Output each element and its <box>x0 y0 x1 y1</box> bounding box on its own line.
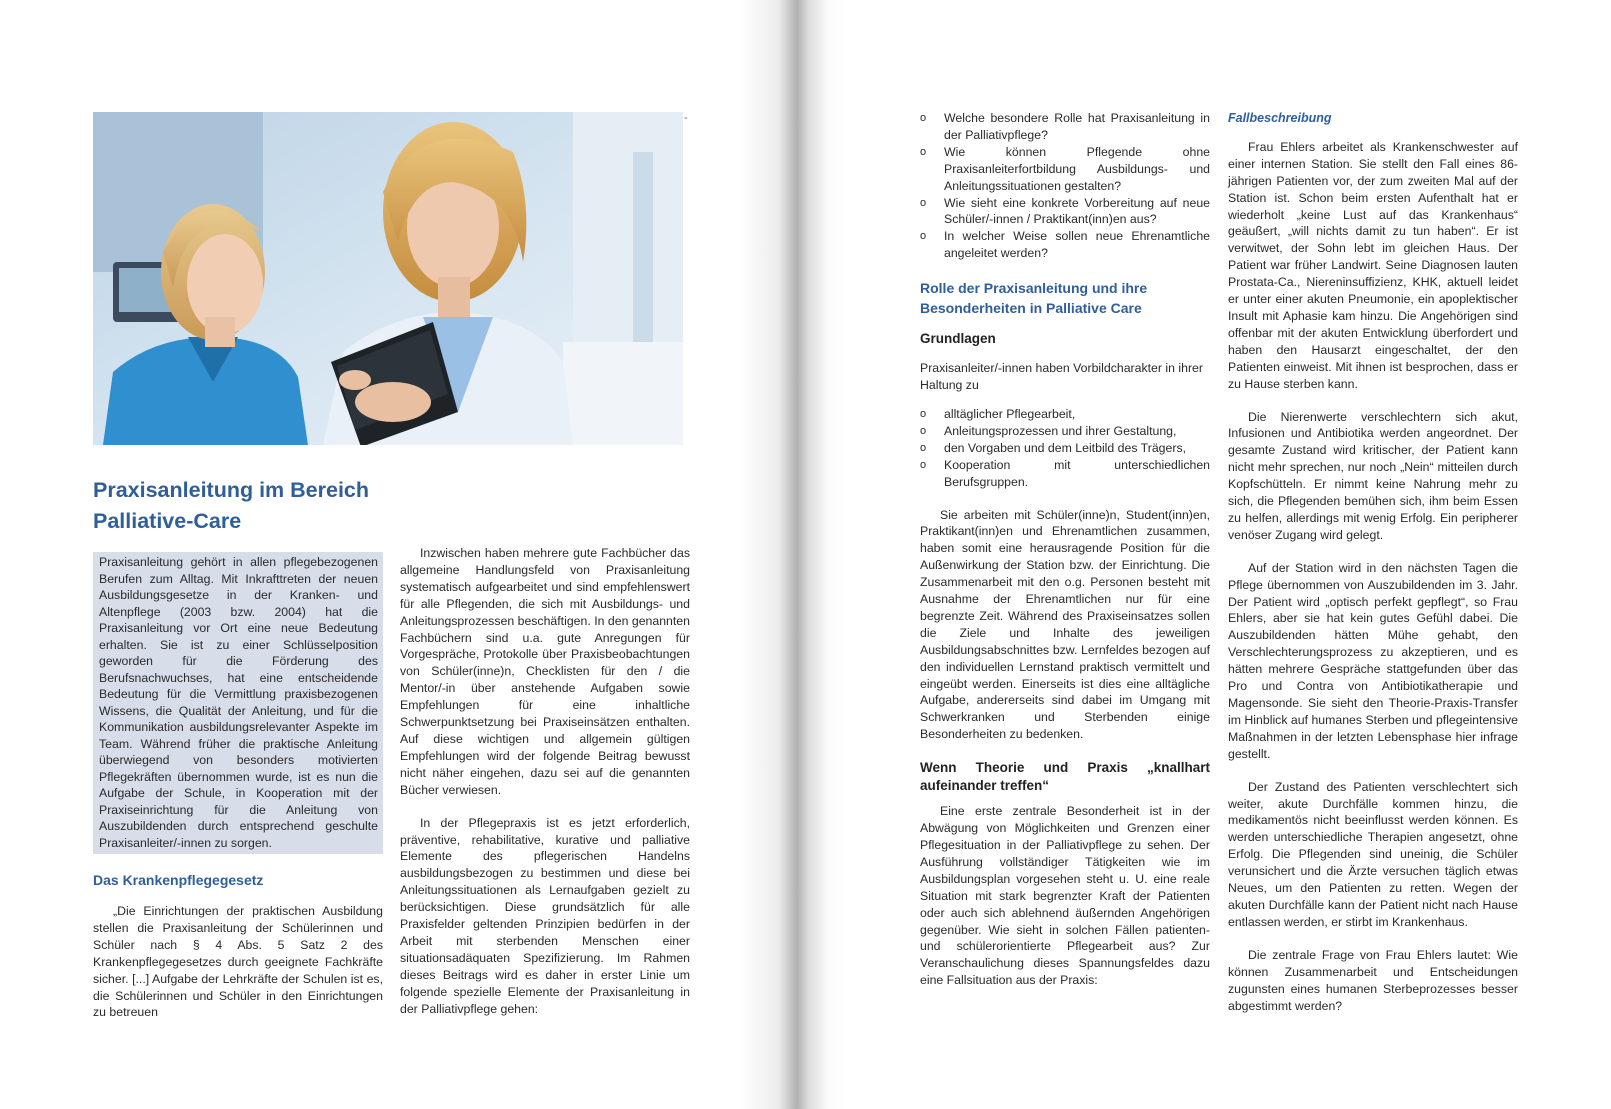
list-item: o Kooperation mit unterschiedlichen Berufsgruppen. <box>920 457 1210 489</box>
quote-paragraph: „Die Einrichtungen der praktischen Ausbildung stellen die Praxisanleitung der Schülerinnen und Schüler nach § 4 Abs. 5 Satz 2 des Krankenpflegegesetzes durch geeignete Fachkräfte sicher. [...] Aufgabe der Lehrkräfte der Schulen ist es, die Schülerinnen und Schüler in den Einrichtungen zu betreuen <box>93 904 383 1020</box>
list-item: o In welcher Weise sollen neue Ehrenamtliche angeleitet werden? <box>920 229 1210 261</box>
heading-fallbeschreibung: Fallbeschreibung <box>1228 111 1332 125</box>
fall-paragraph-3: Auf der Station wird in den nächsten Tagen die Pflege übernommen von Auszubildenden im 3. Jahr. Der Patient wird „optisch perfekt gepflegt“, so Frau Ehlers, aber sie hat kein gutes Gefühl dabei. Die Auszubildenden hätten Mühe gehabt, den Verschlechterungsprozess zu akzeptieren, und es hätten mehrere Gespräche stattgefunden über das Pro und Contra von Antibiotikatherapie und Magensonde. Sie sieht den Theorie-Praxis-Transfer im Hinblick auf humanes Sterben und pflegeintensive Maßnahmen in der letzten Lebensphase hier infrage gestellt. <box>1228 560 1518 761</box>
paragraph-fachbuecher: Inzwischen haben mehrere gute Fachbücher das allgemeine Handlungsfeld von Praxisanleitung systematisch aufgearbeitet und sind empfehlenswert für alle Pflegenden, die sich mit Ausbildungs- und Anleitungsprozessen beschäftigen. In den genannten Fachbüchern sind u.a. gute Anregungen für Vorgespräche, Protokolle über Praxisbeobachtungen von Schüler(inne)n, Checklisten für den / die Mentor/-in über anstehende Aufgaben sowie Empfehlungen für eine inhaltliche Schwerpunktsetzung bei Praxiseinsätzen enthalten. Auf diese wichtigen und allgemein gültigen Empfehlungen wird der folgende Beitrag bewusst nicht näher eingehen, dazu sei auf die genannten Bücher verwiesen. <box>400 546 690 797</box>
right-column-2 <box>1228 110 1518 1014</box>
left-page <box>0 0 790 1109</box>
heading-grundlagen: Grundlagen <box>920 331 996 347</box>
paragraph-theorie: Eine erste zentrale Besonderheit ist in der Abwägung von Möglichkeiten und Grenzen einer Pflegesituation in der Palliativpflege zu sehen. Der Ausführung vollständiger Tätigkeiten wie im Ausbildungsplan vorgesehen steht u. U. eine reale Situation mit stark begrenzter Kraft der Patienten oder auch sich ablehnend äußernden Angehörigen gegenüber. Wie sieht in solchen Fällen patienten- und schülerorientierte Pflegearbeit aus? Zur Veranschaulichung dieses Spannungsfeldes dazu eine Fallsituation aus der Praxis: <box>920 804 1210 988</box>
list-item: o den Vorgaben und dem Leitbild des Trägers, <box>920 440 1187 455</box>
list-item: o Wie sieht eine konkrete Vorbereitung auf neue Schüler/-innen / Praktikant(inn)en aus? <box>920 195 1210 227</box>
subheading-krankenpflegegesetz: Das Krankenpflegegesetz <box>93 872 264 888</box>
list-item: o Anleitungsprozessen und ihrer Gestaltung, <box>920 423 1177 438</box>
bullet-icon: o <box>920 441 927 454</box>
fall-paragraph-2: Die Nierenwerte verschlechtern sich akut, Infusionen und Antibiotika werden angeordnet. Der gesamte Zustand wird kritischer, der Patient kann nicht mehr sprechen, nur noch „Nein“ mitteilen durch Kopfschütteln. Er nimmt keine Nahrung mehr zu sich, die Pflegenden bemühen sich, ihm beim Essen zu helfen, allerdings mit wenig Erfolg. Ein peripherer venöser Zugang wird gelegt. <box>1228 409 1518 542</box>
heading-rolle: Rolle der Praxisanleitung und ihre Besonderheiten in Palliative Care <box>920 280 1148 317</box>
paragraph-arbeiten: Sie arbeiten mit Schüler(inne)n, Student(inn)en, Praktikant(inn)en und Ehrenamtlichen zusammen, haben somit eine herausragende Position für die Außenwirkung der Station bzw. der Einrichtung. Die Zusammenarbeit mit den o.g. Personen besteht mit Ausnahme der Ehrenamtlichen nur für eine begrenzte Zeit. Während des Praxiseinsatzes sollen die Ziele und Inhalte des jeweiligen Ausbildungsabschnittes bzw. Lernfeldes bezogen auf den individuellen Lernstand praktisch vermittelt und eingeübt werden. Einerseits ist dies eine alltägliche Aufgabe, andererseits sind dabei im Umgang mit Schwerkranken und Sterbenden einige Besonderheiten zu bedenken. <box>920 507 1210 742</box>
list-item: o alltäglicher Pflegearbeit, <box>920 406 1076 421</box>
question-list <box>920 110 1210 262</box>
bullet-icon: o <box>920 196 927 209</box>
bullet-icon: o <box>920 230 927 243</box>
margin-marker: - <box>684 112 688 124</box>
fall-paragraph-4: Der Zustand des Patienten verschlechtert sich weiter, akute Durchfälle kommen hinzu, die medikamentös nicht beeinflusst werden können. Es werden unterschiedliche Therapien angesetzt, ohne Erfolg. Die Pflegenden sind uneinig, die Schüler verunsichert und die Ärzte versuchen täglich etwas Neues, um den Patienten zu retten. Wegen der akuten Durchfälle kann der Patient nicht nach Hause entlassen werden, er stirbt im Krankenhaus. <box>1228 779 1518 929</box>
abstract-box <box>93 552 383 854</box>
quote-column <box>93 903 383 1021</box>
left-column-2 <box>400 545 690 1017</box>
bullet-icon: o <box>920 112 927 124</box>
paragraph-pflegepraxis: In der Pflegepraxis ist es jetzt erforderlich, präventive, rehabilitative, kurative und palliative Elemente des pflegerischen Handelns ausbildungsbezogen zu bestimmen und diese bei Anleitungssituationen als Lernaufgaben gezielt zu berücksichtigen. Diese grundsätzlich für alle Praxisfelder geltenden Prinzipien bedürfen in der Arbeit mit sterbenden Menschen einer situationsadäquaten Spezifizierung. Im Rahmen dieses Beitrags wird es daher in erster Linie um folgende spezielle Elemente der Praxisanleitung in der Palliativpflege gehen: <box>400 815 690 1016</box>
fall-paragraph-5: Die zentrale Frage von Frau Ehlers lautet: Wie können Zusammenarbeit und Entscheidungen zugunsten eines humanen Sterbeprozesses besser abgestimmt werden? <box>1228 947 1518 1013</box>
list-item: o Welche besondere Rolle hat Praxisanleitung in der Palliativpflege? <box>920 111 1210 142</box>
bullet-icon: o <box>920 145 927 158</box>
article-title-line2: Palliative-Care <box>93 509 242 533</box>
list-item: o Wie können Pflegende ohne Praxisanleiterfortbildung Ausbildungs- und Anleitungssituationen gestalten? <box>920 144 1210 193</box>
bullet-icon: o <box>920 424 927 437</box>
article-title-line1: Praxisanleitung im Bereich <box>93 478 370 502</box>
heading-theorie-praxis: Wenn Theorie und Praxis „knallhart aufeinander treffen“ <box>920 760 1210 794</box>
abstract-text: Praxisanleitung gehört in allen pflegebezogenen Berufen zum Alltag. Mit Inkrafttreten der neuen Ausbildungsgesetze in der Kranken- und Altenpflege (2003 bzw. 2004) hat die Praxisanleitung vor Ort eine neue Bedeutung erhalten. Sie ist zu einer Schlüsselposition geworden für die Förderung des Berufsnachwuchses, hat eine entscheidende Bedeutung für die Vermittlung praxisbezogenen Wissens, die Qualität der Anleitung, und für die Kommunikation ausbildungsrelevanter Aspekte im Team. Während früher die praktische Anleitung überwiegend von besonders motivierten Pflegekräften übernommen wurde, ist es nun die Aufgabe der Schule, in Kooperation mit der Praxiseinrichtung für die Anleitung von Auszubildenden durch entsprechend geschulte Praxisanleiter/-innen zu sorgen. <box>99 555 378 850</box>
right-column-1 <box>920 110 1210 989</box>
article-title <box>93 475 493 537</box>
haltung-list <box>920 406 1210 491</box>
nurses-photo <box>93 112 683 445</box>
bullet-icon: o <box>920 458 927 471</box>
grundlagen-intro: Praxisanleiter/-innen haben Vorbildcharakter in ihrer Haltung zu <box>920 361 1203 393</box>
fall-paragraph-1: Frau Ehlers arbeitet als Krankenschwester auf einer internen Station. Sie stellt den Fall eines 86-jährigen Patienten vor, der zum zweiten Mal auf der Station ist. Schon beim ersten Aufenthalt hat er wiederholt „keine Lust auf das Krankenhaus“ geäußert, „will nichts damit zu tun haben“. Er ist verwitwet, der Sohn lebt im gleichen Haus. Der Patient war früher Landwirt. Seine Diagnosen lauten Prostata-Ca., Niereninsuffizienz, KHK, aktuell leidet er unter einer akuten Pneumonie, ein apoplektischer Insult mit Aphasie kam hinzu. Die Angehörigen sind offenbar mit der akuten Entwicklung überfordert und haben den Hausarzt eingeschaltet, der den Patienten einweist. Mit ihnen ist besprochen, dass er zu Hause sterben kann. <box>1228 139 1518 391</box>
bullet-icon: o <box>920 407 927 420</box>
